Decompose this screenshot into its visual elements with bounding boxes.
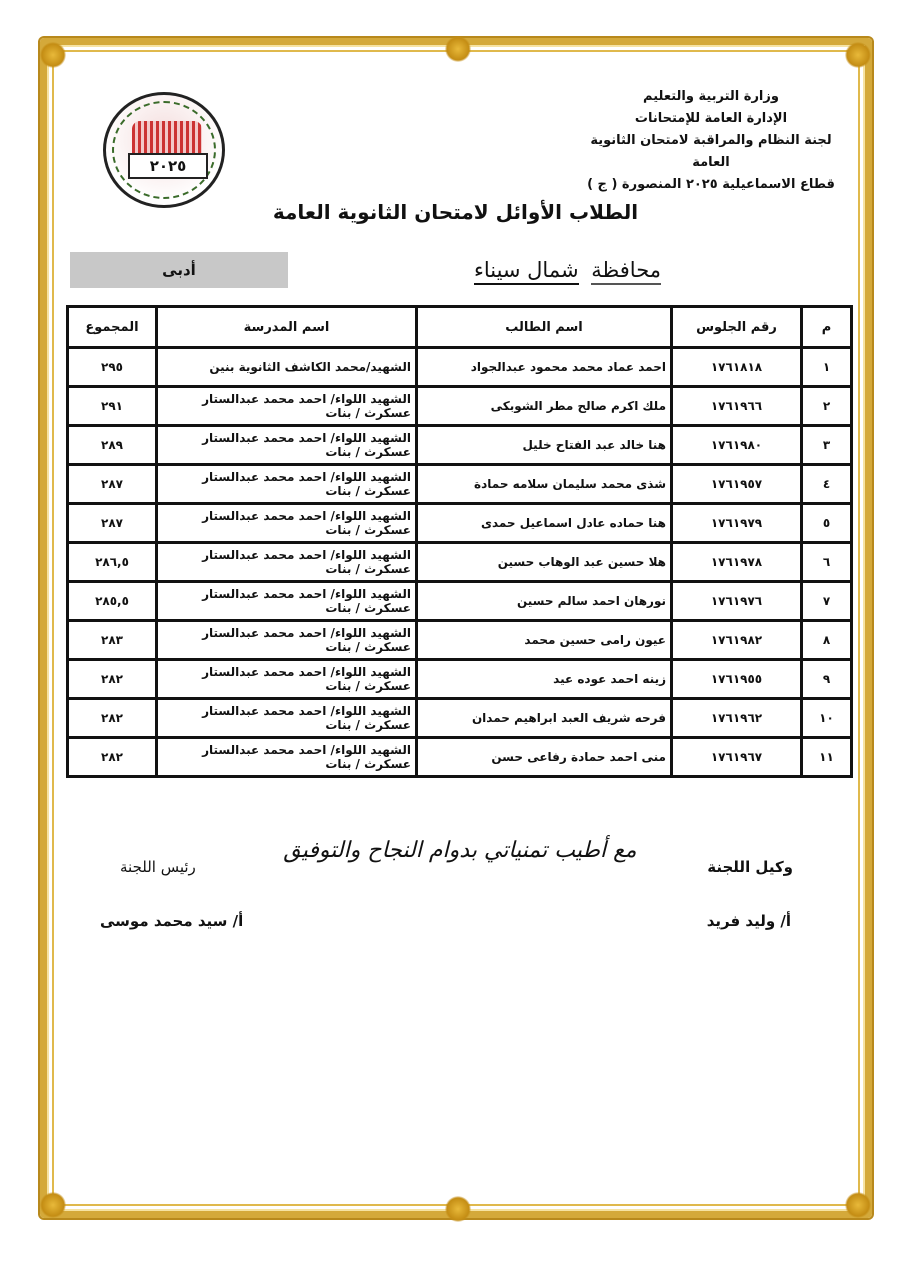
- cell-total: ٢٨٩: [68, 426, 157, 465]
- cell-seat-number: ١٧٦١٩٦٦: [672, 387, 802, 426]
- ministry-seal-logo: [103, 92, 225, 208]
- cell-school-name: الشهيد اللواء/ احمد محمد عبدالستار عسكرث / بنات: [157, 738, 417, 777]
- cell-seat-number: ١٧٦١٩٨٢: [672, 621, 802, 660]
- ministry-header: [581, 86, 841, 196]
- branch-badge: أدبى: [70, 252, 288, 288]
- cell-total: ٢٨٥,٥: [68, 582, 157, 621]
- cell-total: ٢٩١: [68, 387, 157, 426]
- corner-ornament-icon: [40, 42, 66, 68]
- governorate-heading: [474, 258, 661, 282]
- table-header-row: [68, 307, 852, 348]
- frame-ornament-icon: [445, 1196, 471, 1222]
- column-header-seat-number: رقم الجلوس: [672, 307, 802, 348]
- cell-school-name: الشهيد اللواء/ احمد محمد عبدالستار عسكرث / بنات: [157, 426, 417, 465]
- cell-school-name: الشهيد اللواء/ احمد محمد عبدالستار عسكرث / بنات: [157, 543, 417, 582]
- table-row: [68, 504, 852, 543]
- cell-total: ٢٩٥: [68, 348, 157, 387]
- column-header-index: م: [802, 307, 852, 348]
- column-header-student-name: اسم الطالب: [417, 307, 672, 348]
- cell-school-name: الشهيد اللواء/ احمد محمد عبدالستار عسكرث / بنات: [157, 660, 417, 699]
- table-row: [68, 738, 852, 777]
- header-line-sector: قطاع الاسماعيلية ٢٠٢٥ المنصورة ( ج ): [587, 177, 835, 192]
- header-line-exams-admin: الإدارة العامة للإمتحانات: [634, 111, 788, 126]
- cell-student-name: شذى محمد سليمان سلامه حمادة: [417, 465, 672, 504]
- corner-ornament-icon: [40, 1192, 66, 1218]
- cell-seat-number: ١٧٦١٩٥٧: [672, 465, 802, 504]
- cell-student-name: هنا حماده عادل اسماعيل حمدى: [417, 504, 672, 543]
- header-line-ministry: وزارة التربية والتعليم: [643, 89, 779, 104]
- cell-student-name: عيون رامى حسين محمد: [417, 621, 672, 660]
- corner-ornament-icon: [845, 42, 871, 68]
- table-row: [68, 387, 852, 426]
- cell-student-name: نورهان احمد سالم حسين: [417, 582, 672, 621]
- column-header-school-name: اسم المدرسة: [157, 307, 417, 348]
- head-name: أ/ سيد محمد موسى: [100, 912, 244, 930]
- cell-student-name: هلا حسين عبد الوهاب حسين: [417, 543, 672, 582]
- cell-index: ٥: [802, 504, 852, 543]
- deputy-title: وكيل اللجنة: [707, 858, 793, 876]
- cell-student-name: زينه احمد عوده عيد: [417, 660, 672, 699]
- table-row: [68, 426, 852, 465]
- cell-index: ١: [802, 348, 852, 387]
- cell-school-name: الشهيد اللواء/ احمد محمد عبدالستار عسكرث / بنات: [157, 621, 417, 660]
- table-row: [68, 348, 852, 387]
- corner-ornament-icon: [845, 1192, 871, 1218]
- cell-total: ٢٨٧: [68, 504, 157, 543]
- cell-seat-number: ١٧٦١٩٧٦: [672, 582, 802, 621]
- cell-total: ٢٨٧: [68, 465, 157, 504]
- cell-seat-number: ١٧٦١٩٦٢: [672, 699, 802, 738]
- table-row: [68, 699, 852, 738]
- cell-total: ٢٨٦,٥: [68, 543, 157, 582]
- cell-school-name: الشهيد اللواء/ احمد محمد عبدالستار عسكرث / بنات: [157, 387, 417, 426]
- cell-student-name: هنا خالد عبد الفتاح خليل: [417, 426, 672, 465]
- cell-seat-number: ١٧٦١٩٧٩: [672, 504, 802, 543]
- cell-school-name: الشهيد/محمد الكاشف الثانوية بنين: [157, 348, 417, 387]
- cell-index: ٤: [802, 465, 852, 504]
- handwritten-motto: مع أطيب تمنياتي بدوام النجاح والتوفيق: [283, 838, 637, 863]
- head-title: رئيس اللجنة: [120, 858, 196, 876]
- cell-seat-number: ١٧٦١٨١٨: [672, 348, 802, 387]
- cell-student-name: احمد عماد محمد محمود عبدالجواد: [417, 348, 672, 387]
- table-row: [68, 582, 852, 621]
- table-row: [68, 465, 852, 504]
- cell-seat-number: ١٧٦١٩٧٨: [672, 543, 802, 582]
- table-row: [68, 660, 852, 699]
- header-line-committee: لجنة النظام والمراقبة لامتحان الثانوية العامة: [590, 133, 832, 170]
- cell-total: ٢٨٣: [68, 621, 157, 660]
- cell-school-name: الشهيد اللواء/ احمد محمد عبدالستار عسكرث / بنات: [157, 699, 417, 738]
- cell-index: ٦: [802, 543, 852, 582]
- cell-total: ٢٨٢: [68, 699, 157, 738]
- cell-index: ٢: [802, 387, 852, 426]
- frame-ornament-icon: [445, 36, 471, 62]
- governorate-value: شمال سيناء: [474, 258, 579, 285]
- cell-index: ٧: [802, 582, 852, 621]
- document-title: الطلاب الأوائل لامتحان الثانوية العامة: [272, 200, 639, 224]
- governorate-label: محافظة: [591, 258, 661, 285]
- table-row: [68, 621, 852, 660]
- cell-index: ٩: [802, 660, 852, 699]
- cell-school-name: الشهيد اللواء/ احمد محمد عبدالستار عسكرث / بنات: [157, 582, 417, 621]
- seal-building-icon: [132, 121, 202, 155]
- table-row: [68, 543, 852, 582]
- cell-school-name: الشهيد اللواء/ احمد محمد عبدالستار عسكرث / بنات: [157, 504, 417, 543]
- cell-seat-number: ١٧٦١٩٦٧: [672, 738, 802, 777]
- cell-index: ٨: [802, 621, 852, 660]
- cell-seat-number: ١٧٦١٩٨٠: [672, 426, 802, 465]
- cell-index: ١٠: [802, 699, 852, 738]
- cell-student-name: فرحه شريف العبد ابراهيم حمدان: [417, 699, 672, 738]
- cell-total: ٢٨٢: [68, 738, 157, 777]
- cell-student-name: منى احمد حمادة رفاعى حسن: [417, 738, 672, 777]
- cell-seat-number: ١٧٦١٩٥٥: [672, 660, 802, 699]
- cell-school-name: الشهيد اللواء/ احمد محمد عبدالستار عسكرث / بنات: [157, 465, 417, 504]
- cell-index: ٣: [802, 426, 852, 465]
- cell-total: ٢٨٢: [68, 660, 157, 699]
- seal-year: ٢٠٢٥: [128, 153, 208, 179]
- cell-student-name: ملك اكرم صالح مطر الشوبكى: [417, 387, 672, 426]
- cell-index: ١١: [802, 738, 852, 777]
- top-students-table: [66, 305, 853, 778]
- column-header-total: المجموع: [68, 307, 157, 348]
- deputy-name: أ/ وليد فريد: [706, 912, 791, 930]
